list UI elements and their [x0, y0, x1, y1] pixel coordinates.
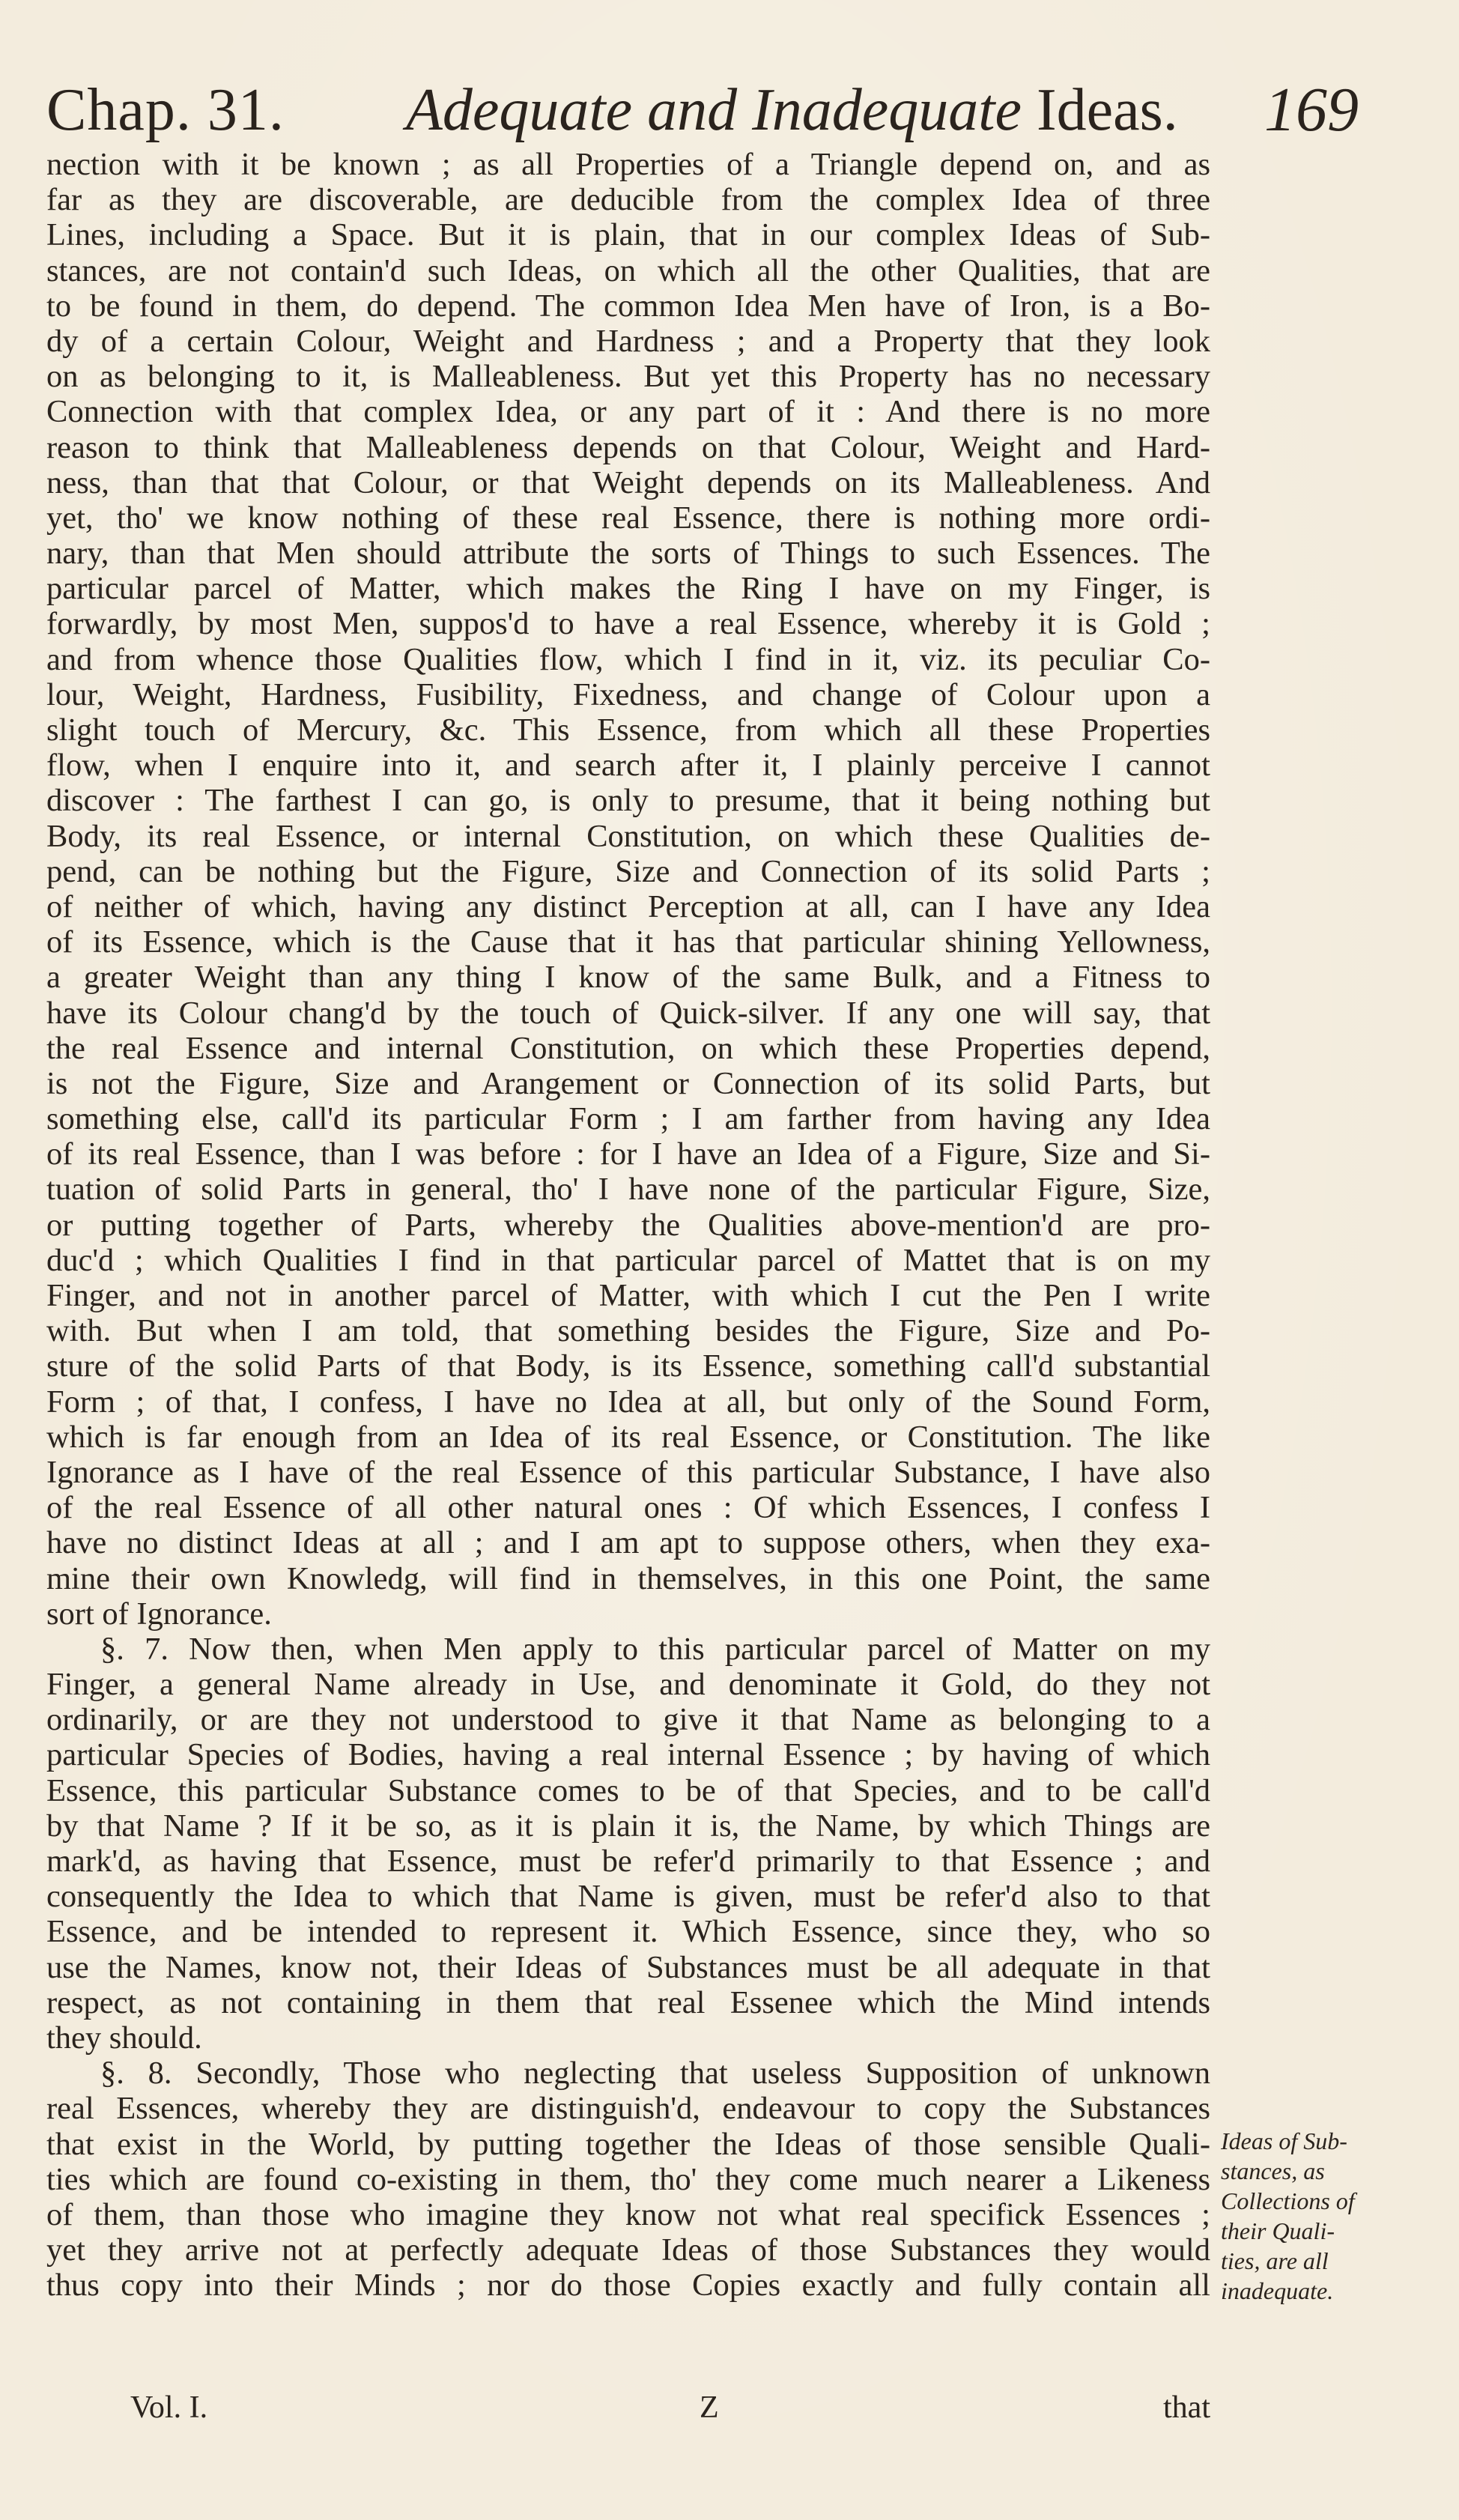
text-line: reason to think that Malleableness depends on that Colour, Weight and Hard-	[46, 429, 1210, 465]
text-line: nection with it be known ; as all Properties of a Triangle depend on, and as	[46, 147, 1210, 182]
text-line: they should.	[46, 2020, 202, 2056]
text-line: have its Colour chang'd by the touch of Quick-silver. If any one will say, that	[46, 995, 1210, 1031]
text-line: mine their own Knowledg, will find in themselves, in this one Point, the same	[46, 1560, 1210, 1596]
text-line: Lines, including a Space. But it is plain, that in our complex Ideas of Sub-	[46, 217, 1210, 253]
text-line: Body, its real Essence, or internal Constitution, on which these Qualities de-	[46, 818, 1210, 854]
text-line: something else, call'd its particular Form ; I am farther from having any Idea	[46, 1101, 1210, 1137]
text-line: with. But when I am told, that something besides the Figure, Size and Po-	[46, 1313, 1210, 1349]
text-line: forwardly, by most Men, suppos'd to have a real Essence, whereby it is Gold ;	[46, 606, 1210, 642]
text-line: Ignorance as I have of the real Essence of this particular Substance, I have also	[46, 1454, 1210, 1490]
body-text	[46, 147, 1210, 2303]
text-line: or putting together of Parts, whereby the Qualities above-mention'd are pro-	[46, 1207, 1210, 1243]
marginal-note	[1221, 2126, 1446, 2306]
text-line: consequently the Idea to which that Name is given, must be refer'd also to that	[46, 1879, 1210, 1915]
catchword: that	[1163, 2390, 1210, 2425]
text-line: a greater Weight than any thing I know of the same Bulk, and a Fitness to	[46, 960, 1210, 996]
chapter-label: Chap. 31.	[46, 77, 285, 143]
text-line: the real Essence and internal Constitution, on which these Properties depend,	[46, 1030, 1210, 1066]
text-line: of the real Essence of all other natural ones : Of which Essences, I confess I	[46, 1490, 1210, 1526]
text-line: tuation of solid Parts in general, tho' I have none of the particular Figure, Size,	[46, 1172, 1210, 1208]
text-line: yet they arrive not at perfectly adequate Ideas of those Substances they would	[46, 2232, 1210, 2268]
text-line: and from whence those Qualities flow, which I find in it, viz. its peculiar Co-	[46, 641, 1210, 677]
text-line: mark'd, as having that Essence, must be refer'd primarily to that Essence ; and	[46, 1844, 1210, 1879]
volume-label: Vol. I.	[130, 2390, 208, 2425]
page-number: 169	[1264, 75, 1359, 145]
text-line: nary, than that Men should attribute the sorts of Things to such Essences. The	[46, 536, 1210, 572]
text-line: Essence, this particular Substance comes to be of that Species, and to be call'd	[46, 1772, 1210, 1808]
text-line: have no distinct Ideas at all ; and I am apt to suppose others, when they exa-	[46, 1525, 1210, 1561]
text-line: ness, than that that Colour, or that Weight depends on its Malleableness. And	[46, 464, 1210, 500]
text-line: of its real Essence, than I was before : for I have an Idea of a Figure, Size and Si-	[46, 1136, 1210, 1172]
text-line: Form ; of that, I confess, I have no Idea at all, but only of the Sound Form,	[46, 1384, 1210, 1420]
text-line: use the Names, know not, their Ideas of Substances must be all adequate in that	[46, 1949, 1210, 1985]
text-line: far as they are discoverable, are deducible from the complex Idea of three	[46, 182, 1210, 218]
text-line: discover : The farthest I can go, is only to presume, that it being nothing but	[46, 783, 1210, 819]
marginal-note-line: stances, as	[1221, 2157, 1325, 2184]
text-line: which is far enough from an Idea of its real Essence, or Constitution. The like	[46, 1419, 1210, 1455]
text-line: by that Name ? If it be so, as it is plain it is, the Name, by which Things are	[46, 1808, 1210, 1844]
text-line: real Essences, whereby they are distinguish'd, endeavour to copy the Substances	[46, 2091, 1210, 2127]
text-line: dy of a certain Colour, Weight and Hardness ; and a Property that they look	[46, 323, 1210, 359]
text-line: sture of the solid Parts of that Body, is its Essence, something call'd substantial	[46, 1348, 1210, 1384]
text-line: of them, than those who imagine they know not what real specifick Essences ;	[46, 2196, 1210, 2232]
text-line: ties which are found co-existing in them, tho' they come much nearer a Likeness	[46, 2161, 1210, 2197]
text-line: respect, as not containing in them that real Essenee which the Mind intends	[46, 1984, 1210, 2020]
text-line: slight touch of Mercury, &c. This Essence, from which all these Properties	[46, 712, 1210, 748]
text-line: to be found in them, do depend. The common Idea Men have of Iron, is a Bo-	[46, 288, 1210, 324]
text-line: Essence, and be intended to represent it. Which Essence, since they, who so	[46, 1914, 1210, 1950]
marginal-note-line: Collections of	[1221, 2187, 1355, 2214]
signature-mark: Z	[700, 2390, 719, 2425]
text-line: particular Species of Bodies, having a real internal Essence ; by having of which	[46, 1737, 1210, 1773]
text-line: is not the Figure, Size and Arangement or Connection of its solid Parts, but	[46, 1065, 1210, 1101]
text-line: lour, Weight, Hardness, Fusibility, Fixedness, and change of Colour upon a	[46, 676, 1210, 712]
text-line: Connection with that complex Idea, or any part of it : And there is no more	[46, 394, 1210, 430]
marginal-note-line: their Quali-	[1221, 2217, 1335, 2244]
marginal-note-line: ties, are all	[1221, 2247, 1329, 2274]
text-line: that exist in the World, by putting together the Ideas of those sensible Quali-	[46, 2126, 1210, 2162]
text-line: particular parcel of Matter, which makes the Ring I have on my Finger, is	[46, 571, 1210, 607]
page-title-roman: Ideas.	[1037, 77, 1178, 143]
text-line: yet, tho' we know nothing of these real Essence, there is nothing more ordi-	[46, 500, 1210, 536]
text-line: thus copy into their Minds ; nor do those Copies exactly and fully contain all	[46, 2268, 1210, 2304]
text-line: flow, when I enquire into it, and search after it, I plainly perceive I cannot	[46, 748, 1210, 784]
text-line: on as belonging to it, is Malleableness. But yet this Property has no necessary	[46, 359, 1210, 395]
text-line: of its Essence, which is the Cause that it has that particular shining Yellowness,	[46, 924, 1210, 960]
text-line: of neither of which, having any distinct Perception at all, can I have any Idea	[46, 888, 1210, 924]
text-line: Finger, and not in another parcel of Matter, with which I cut the Pen I write	[46, 1278, 1210, 1313]
text-line: pend, can be nothing but the Figure, Size and Connection of its solid Parts ;	[46, 853, 1210, 889]
section-8-start: §. 8. Secondly, Those who neglecting that useless Supposition of unknown	[100, 2056, 1210, 2092]
text-line: stances, are not contain'd such Ideas, on which all the other Qualities, that are	[46, 252, 1210, 288]
marginal-note-line: Ideas of Sub-	[1221, 2127, 1347, 2154]
page-title-italic: Adequate and Inadequate	[406, 77, 1022, 143]
marginal-note-line: inadequate.	[1221, 2277, 1334, 2304]
section-7-start: §. 7. Now then, when Men apply to this particular parcel of Matter on my	[100, 1631, 1210, 1667]
page-footer	[46, 2385, 1210, 2430]
text-line: ordinarily, or are they not understood to give it that Name as belonging to a	[46, 1702, 1210, 1738]
running-header	[46, 69, 1359, 151]
text-line: duc'd ; which Qualities I find in that particular parcel of Mattet that is on my	[46, 1242, 1210, 1278]
text-line: Finger, a general Name already in Use, and denominate it Gold, do they not	[46, 1667, 1210, 1703]
page-title	[406, 69, 1178, 151]
text-line: sort of Ignorance.	[46, 1596, 272, 1632]
